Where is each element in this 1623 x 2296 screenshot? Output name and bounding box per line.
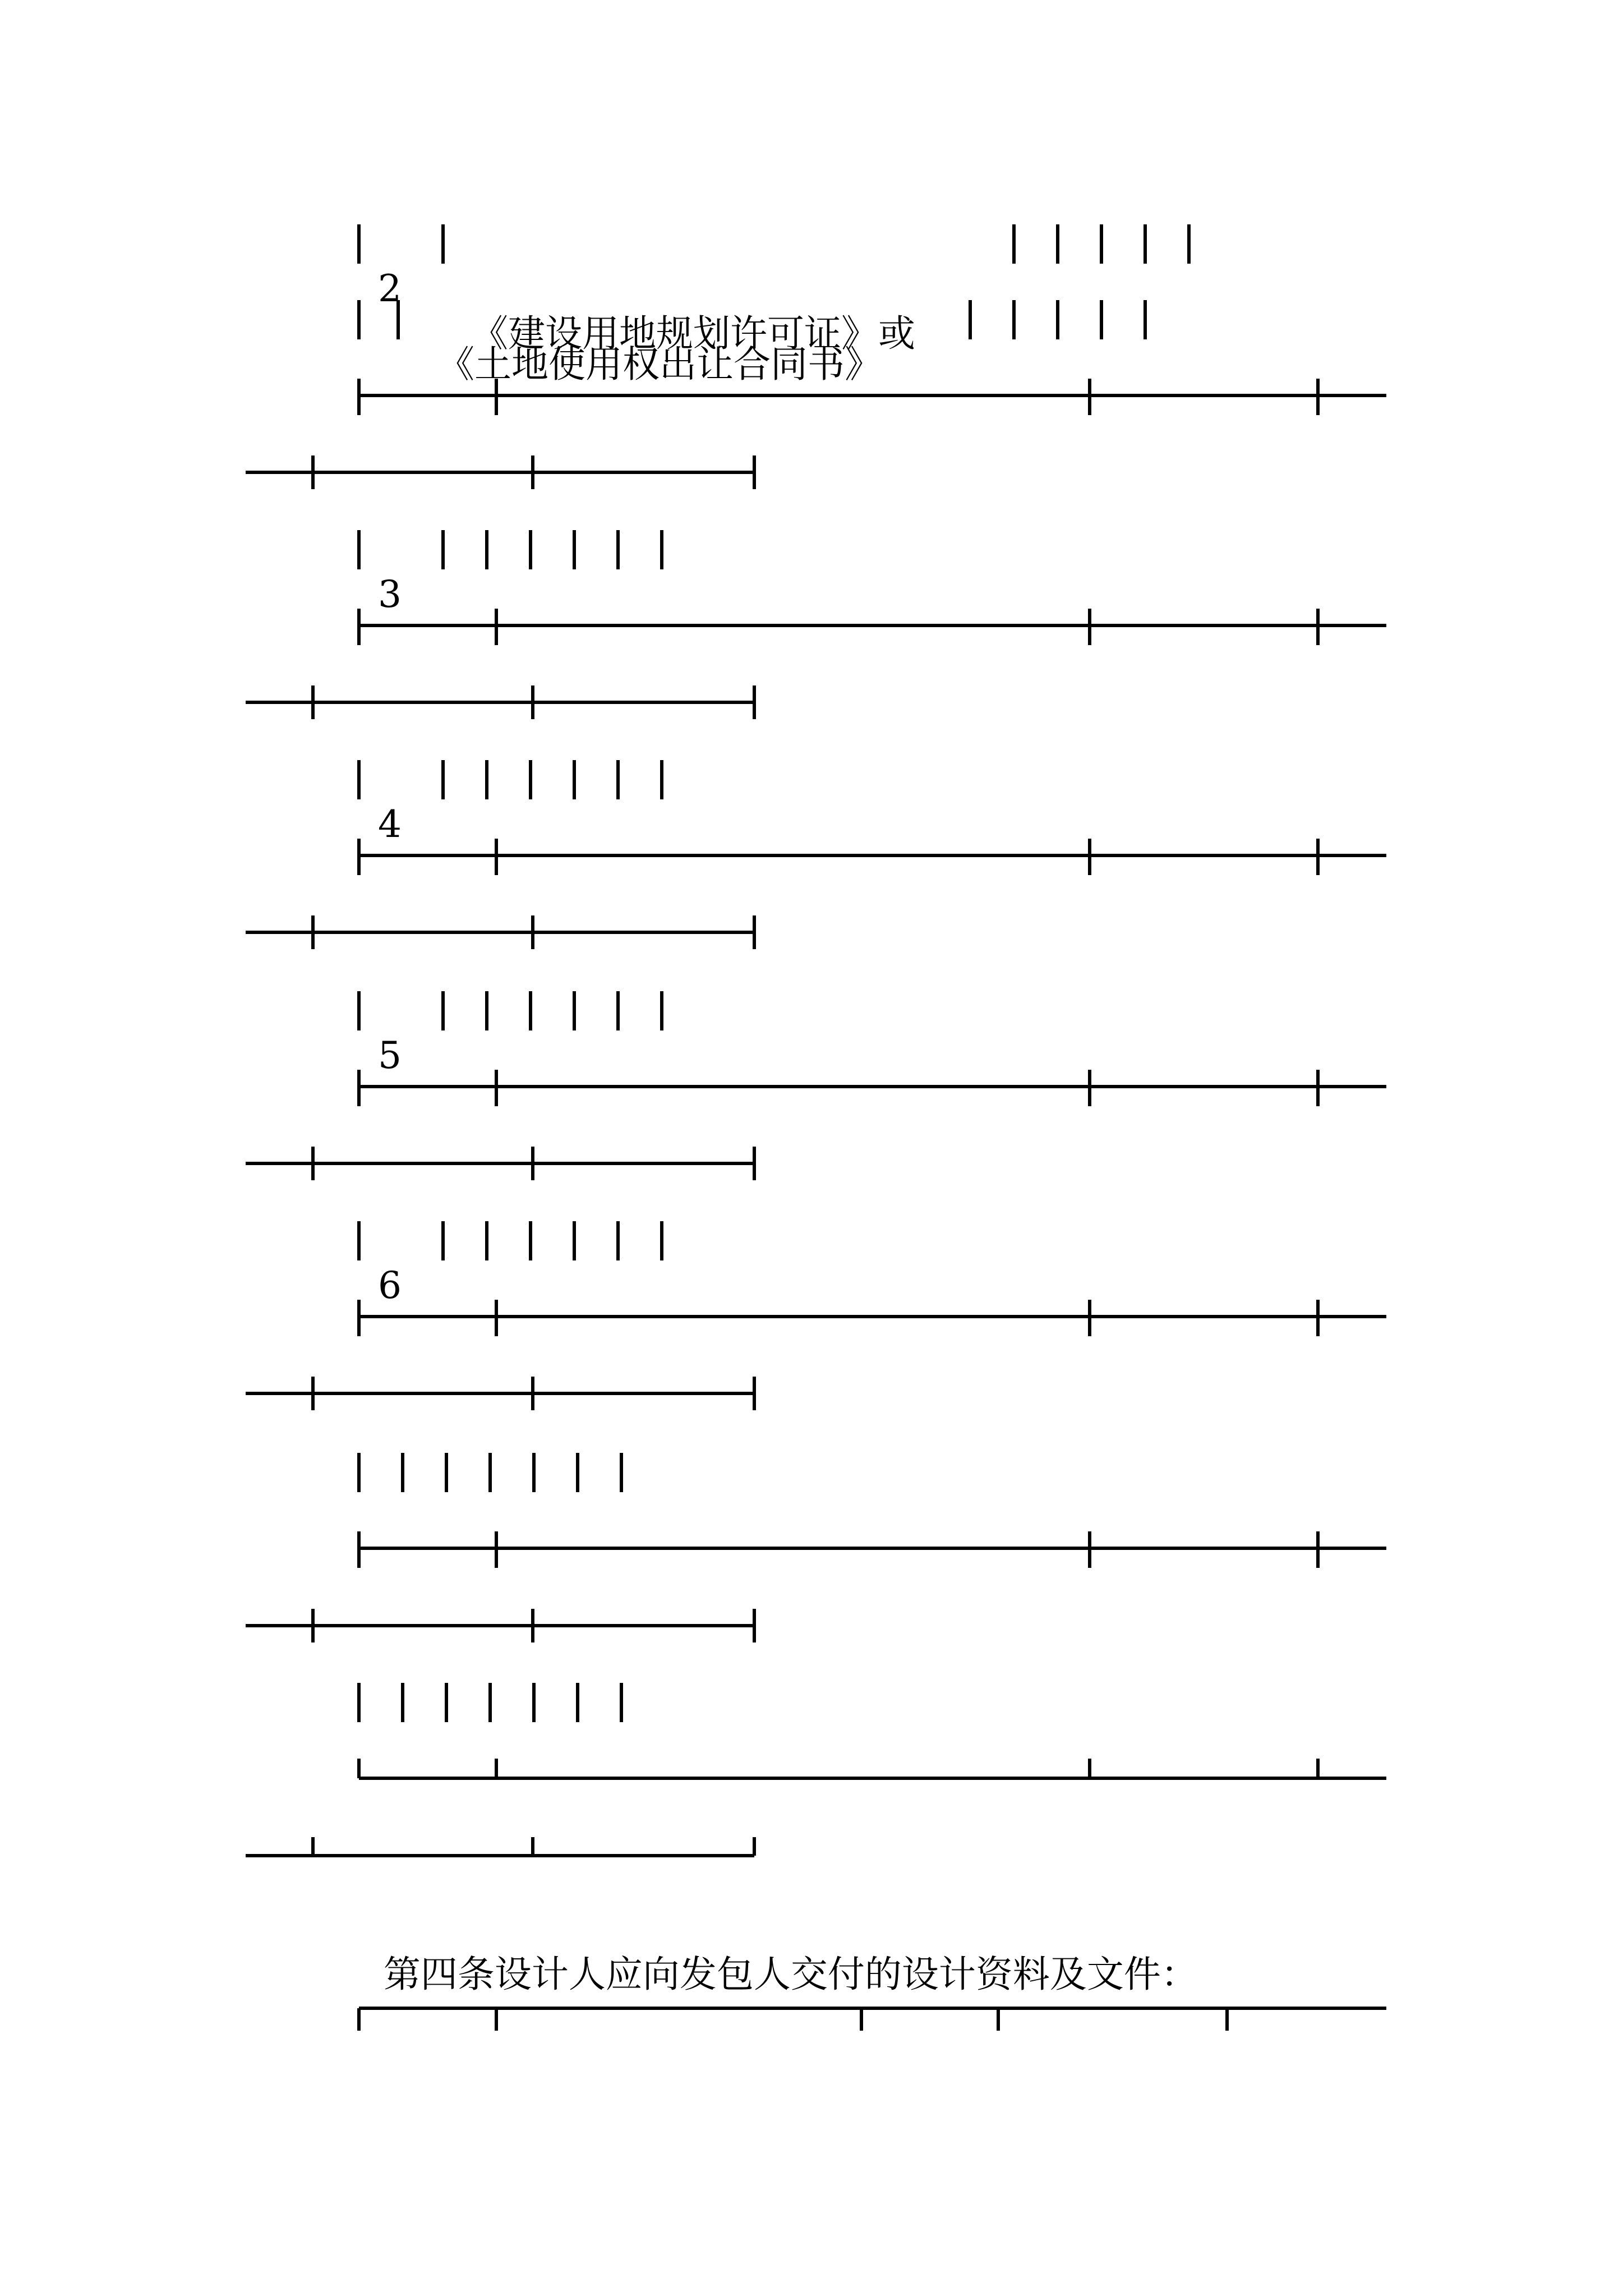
row-document-name-continued: 《土地使用权出让合同书》 [437,343,882,386]
rule-after-row-3 [246,609,1386,719]
table-row-2-line-1 [359,222,915,355]
second-table-top-rule [359,2008,1386,2031]
table-row-3 [359,527,406,616]
clause-4-text: 第四条设计人应向发包人交付的设计资料及文件： [383,1953,1198,1996]
rule-after-row-7 [246,1531,1386,1642]
row-document-name: 《建设用地规划许可证》或 [471,312,915,355]
row-number: 3 [378,573,402,616]
table-row-5 [359,988,406,1077]
rule-after-row-5 [246,1070,1386,1180]
rule-after-row-4 [246,839,1386,949]
row-number: 6 [378,1264,402,1307]
rule-after-row-2 [246,379,1386,489]
table-row-4 [359,757,406,846]
table-row-6 [359,1218,406,1307]
clause-4-heading [336,1907,1198,1996]
rule-after-row-6 [246,1300,1386,1410]
row-7-cell-separators [359,1453,621,1492]
table-bottom-rule [246,1759,1386,1856]
row-number: 4 [378,803,402,846]
row-number: 2 [378,267,402,310]
row-8-cell-separators [359,1683,621,1722]
row-number: 5 [378,1034,402,1077]
